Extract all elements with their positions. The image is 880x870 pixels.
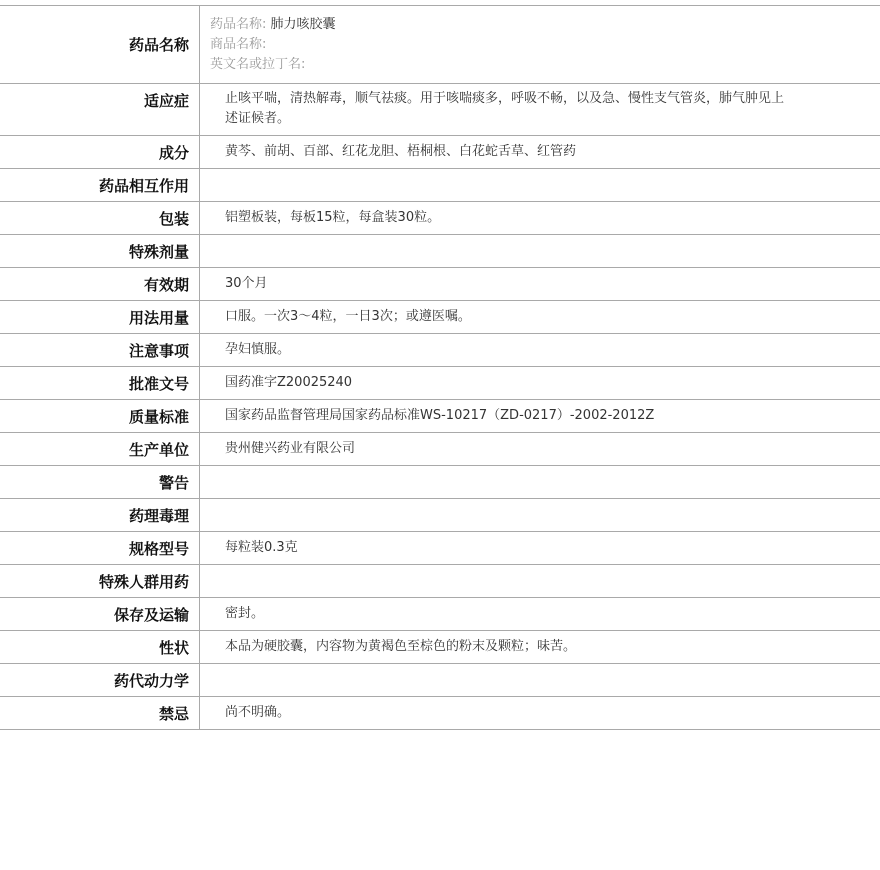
row-value: 止咳平喘，清热解毒，顺气祛痰。用于咳喘痰多，呼吸不畅，以及急、慢性支气管炎，肺气肿见上述证候者。 xyxy=(225,91,785,126)
row-indications xyxy=(0,84,880,136)
row-value: 密封。 xyxy=(225,606,265,621)
row-label: 特殊人群用药 xyxy=(0,565,200,597)
row-label: 药品名称 xyxy=(0,6,200,83)
row-value: 30个月 xyxy=(225,276,268,291)
generic-name-line xyxy=(210,15,880,35)
row-label: 药品相互作用 xyxy=(0,169,200,201)
row-value xyxy=(200,466,880,498)
row-label: 有效期 xyxy=(0,268,200,300)
row-special-population xyxy=(0,565,880,598)
row-value: 黄芩、前胡、百部、红花龙胆、梧桐根、白花蛇舌草、红管药 xyxy=(225,144,577,159)
row-storage xyxy=(0,598,880,631)
trade-name-line xyxy=(210,35,880,55)
row-label: 注意事项 xyxy=(0,334,200,366)
row-value: 国药准字Z20025240 xyxy=(225,375,353,390)
row-specification xyxy=(0,532,880,565)
row-value: 尚不明确。 xyxy=(225,705,291,720)
row-pharmacology xyxy=(0,499,880,532)
row-label: 用法用量 xyxy=(0,301,200,333)
trade-name-prefix: 商品名称: xyxy=(210,37,267,52)
row-label: 特殊剂量 xyxy=(0,235,200,267)
row-quality-standard xyxy=(0,400,880,433)
row-drug-name xyxy=(0,6,880,84)
english-name-line xyxy=(210,55,880,75)
row-value: 国家药品监督管理局国家药品标准WS-10217（ZD-0217）-2002-2012Z xyxy=(225,408,655,423)
row-label: 警告 xyxy=(0,466,200,498)
row-value xyxy=(200,565,880,597)
row-value: 贵州健兴药业有限公司 xyxy=(225,441,356,456)
row-value: 铝塑板装，每板15粒，每盒装30粒。 xyxy=(225,210,441,225)
row-label: 质量标准 xyxy=(0,400,200,432)
row-value xyxy=(200,169,880,201)
row-value: 本品为硬胶囊，内容物为黄褐色至棕色的粉末及颗粒；味苦。 xyxy=(225,639,577,654)
row-label: 生产单位 xyxy=(0,433,200,465)
row-label: 性状 xyxy=(0,631,200,663)
row-value: 每粒装0.3克 xyxy=(225,540,298,555)
row-label: 批准文号 xyxy=(0,367,200,399)
row-value: 孕妇慎服。 xyxy=(225,342,291,357)
row-label: 适应症 xyxy=(0,84,200,135)
row-warning xyxy=(0,466,880,499)
drug-name-block xyxy=(200,6,880,83)
english-name-prefix: 英文名或拉丁名: xyxy=(210,57,306,72)
row-value xyxy=(200,499,880,531)
row-appearance xyxy=(0,631,880,664)
row-package xyxy=(0,202,880,235)
row-label: 包装 xyxy=(0,202,200,234)
row-shelf-life xyxy=(0,268,880,301)
row-label: 规格型号 xyxy=(0,532,200,564)
row-value: 口服。一次3～4粒，一日3次；或遵医嘱。 xyxy=(225,309,471,324)
generic-name-value: 肺力咳胶囊 xyxy=(270,17,336,32)
row-ingredients xyxy=(0,136,880,169)
row-value xyxy=(200,664,880,696)
generic-name-prefix: 药品名称: xyxy=(210,17,267,32)
row-manufacturer xyxy=(0,433,880,466)
row-label: 药理毒理 xyxy=(0,499,200,531)
row-pharmacokinetics xyxy=(0,664,880,697)
row-value xyxy=(200,235,880,267)
row-label: 药代动力学 xyxy=(0,664,200,696)
row-label: 保存及运输 xyxy=(0,598,200,630)
row-special-dose xyxy=(0,235,880,268)
drug-info-table xyxy=(0,5,880,730)
row-label: 禁忌 xyxy=(0,697,200,729)
row-approval-number xyxy=(0,367,880,400)
row-label: 成分 xyxy=(0,136,200,168)
row-dosage xyxy=(0,301,880,334)
row-precautions xyxy=(0,334,880,367)
row-contraindications xyxy=(0,697,880,730)
row-interactions xyxy=(0,169,880,202)
